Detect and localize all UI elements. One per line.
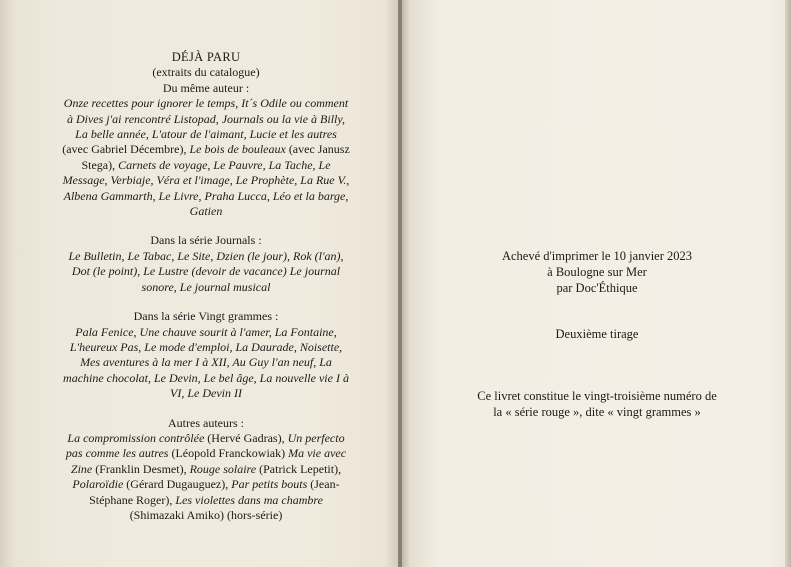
autres-title: Les violettes dans ma chambre [175,492,323,507]
autres-title: Par petits bouts [231,477,308,492]
autres-author: (Léopold Franckowiak) [168,446,289,461]
author-works-part: Carnets de voyage, Le Pauvre, La Tache, Le Message, Verbiaje, Véra et l'image, Le Prophète, La Rue V., Albena Gammarth, Le Livre, Praha Lucca, Léo et la barge, Gatien [62,157,350,219]
author-works [62,96,350,219]
series-note-line: Ce livret constitue le vingt-troisième numéro de [477,389,717,403]
autres-author: (Franklin Desmet), [92,461,190,476]
autres-list [62,431,350,523]
autres-author: (Jean-Stéphane Roger), [89,477,340,507]
page-edge [785,0,791,567]
autres-heading: Autres auteurs : [168,415,244,430]
vingt-works: Pala Fenice, Une chauve sourit à l'amer, La Fontaine, L'heureux Pas, Le mode d'emploi, La Daurade, Noisette, Mes aventures à la mer I à XII, Au Guy l'an neuf, La machine chocolat, Le Devin, Le bel âge, La nouvelle vie I à VI, Le Devin II [63,324,349,401]
colophon-line: à Boulogne sur Mer [547,265,647,279]
book-gutter [398,0,402,567]
author-heading: Du même auteur : [162,80,250,95]
colophon-line: par Doc'Éthique [556,281,638,295]
autres-author: (Gérard Dugauguez), [123,477,232,492]
autres-title: Un perfecto pas comme les autres [65,430,345,461]
series-note [452,388,742,420]
series-note-line: la « série rouge », dite « vingt grammes » [493,405,701,419]
author-works-part: Onze recettes pour ignorer le temps, It´s Odile ou comment à Dives j'ai rencontré Listopad, Journals ou la vie à Billy, La belle année, L'atour de l'aimant, Lucie et les autres [63,96,349,142]
autres-title: La compromission contrôlée [67,430,205,445]
catalogue-column [62,50,350,523]
tirage-note [452,326,742,342]
journals-works: Le Bulletin, Le Tabac, Le Site, Dzien (le jour), Rok (l'an), Dot (le point), Le Lustre (devoir de vacance) Le journal sonore, Le journal musical [68,248,344,294]
vingt-heading: Dans la série Vingt grammes : [133,309,279,324]
autres-title: Polaroïdie [72,477,124,492]
journals-heading: Dans la série Journals : [150,233,262,248]
tirage-text: Deuxième tirage [555,327,639,341]
catalogue-title: DÉJÀ PARU [171,50,241,64]
author-works-part: (avec Janusz Stega), [81,142,350,172]
autres-author: (Hervé Gadras), [204,430,288,445]
colophon [452,248,742,296]
autres-author: (Patrick Lepetit), [256,461,342,476]
author-works-part: Le bois de bouleaux [189,142,286,157]
autres-title: Ma vie avec Zine [70,446,347,476]
catalogue-subtitle: (extraits du catalogue) [152,65,260,80]
autres-author: (Shimazaki Amiko) (hors-série) [129,507,283,522]
colophon-line: Achevé d'imprimer le 10 janvier 2023 [501,249,693,263]
autres-title: Rouge solaire [189,461,257,476]
author-works-part: (avec Gabriel Décembre), [62,142,190,157]
